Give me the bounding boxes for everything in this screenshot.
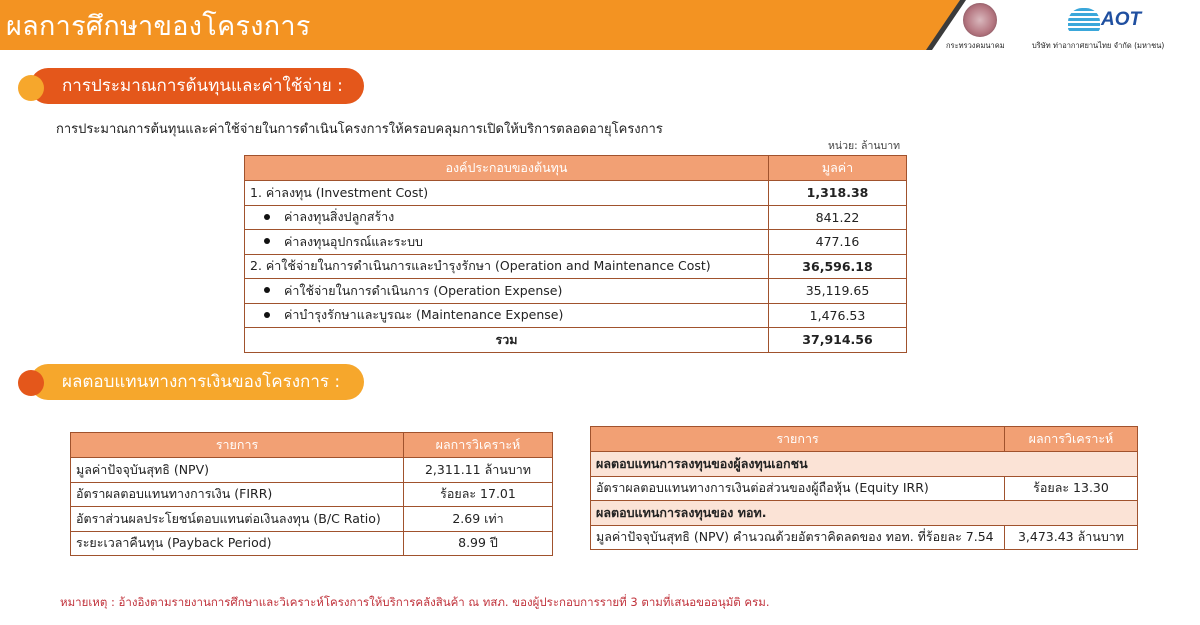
ministry-label: กระทรวงคมนาคม [946,41,1005,50]
row-label-cell [245,279,769,304]
section-heading-returns: ผลตอบแทนทางการเงินของโครงการ : [30,364,364,400]
row-label: อัตราส่วนผลประโยชน์ตอบแทนต่อเงินลงทุน (B/C Ratio) [71,507,404,532]
table-row [245,279,907,304]
row-value: 3,473.43 ล้านบาท [1005,525,1138,550]
table-row [245,254,907,279]
table-row [591,476,1138,501]
table-header-row [245,156,907,181]
row-value: ร้อยละ 17.01 [404,482,553,507]
row-value: 2.69 เท่า [404,507,553,532]
table-row [245,303,907,328]
row-label: 1. ค่าลงทุน (Investment Cost) [245,181,769,206]
financial-results-table [70,432,553,556]
row-label: ค่าลงทุนอุปกรณ์และระบบ [284,233,423,249]
total-label: รวม [245,328,769,353]
page-title: ผลการศึกษาของโครงการ [6,11,311,42]
row-value: ร้อยละ 13.30 [1005,476,1138,501]
table-header-row [71,433,553,458]
row-label: ค่าลงทุนสิ่งปลูกสร้าง [284,209,395,225]
section-intro: การประมาณการต้นทุนและค่าใช้จ่ายในการดำเนินโครงการให้ครอบคลุมการเปิดให้บริการตลอดอายุโครงการ [56,122,663,137]
row-label: อัตราผลตอบแทนทางการเงินต่อส่วนของผู้ถือหุ้น (Equity IRR) [591,476,1005,501]
table-row [71,458,553,483]
footnote: หมายเหตุ : อ้างอิงตามรายงานการศึกษาและวิเคราะห์โครงการให้บริการคลังสินค้า ณ ทสภ. ของผู้ประกอบการรายที่ 3 ตามที่เสนอขออนุมัติ ครม. [60,595,770,609]
table-group-row [591,501,1138,526]
row-value: 1,476.53 [769,303,907,328]
column-header: มูลค่า [769,156,907,181]
aot-label: บริษัท ท่าอากาศยานไทย จำกัด (มหาชน) [1032,41,1165,50]
cost-table [244,155,907,353]
column-header: ผลการวิเคราะห์ [1005,427,1138,452]
section-heading-costs: การประมาณการต้นทุนและค่าใช้จ่าย : [30,68,364,104]
ministry-seal-icon [963,3,997,37]
table-row [245,230,907,255]
total-value: 37,914.56 [769,328,907,353]
aot-logo-text: AOT [1101,9,1142,30]
row-label-cell [245,303,769,328]
row-value: 841.22 [769,205,907,230]
table-header-row [591,427,1138,452]
aot-logo-icon [1068,8,1148,32]
row-label: 2. ค่าใช้จ่ายในการดำเนินการและบำรุงรักษา (Operation and Maintenance Cost) [245,254,769,279]
row-value: 35,119.65 [769,279,907,304]
row-label: มูลค่าปัจจุบันสุทธิ (NPV) คำนวณด้วยอัตราคิดลดของ ทอท. ที่ร้อยละ 7.54 [591,525,1005,550]
investment-returns-table [590,426,1138,550]
table-total-row [245,328,907,353]
table-row [591,525,1138,550]
table-row [71,482,553,507]
bullet-dot-icon [18,75,44,101]
column-header: รายการ [71,433,404,458]
bullet-icon [264,238,270,244]
row-value: 477.16 [769,230,907,255]
unit-label: หน่วย: ล้านบาท [828,140,901,152]
bullet-icon [264,287,270,293]
row-label: มูลค่าปัจจุบันสุทธิ (NPV) [71,458,404,483]
column-header: องค์ประกอบของต้นทุน [245,156,769,181]
row-label-cell [245,205,769,230]
row-label: ระยะเวลาคืนทุน (Payback Period) [71,531,404,556]
group-label: ผลตอบแทนการลงทุนของ ทอท. [591,501,1138,526]
row-value: 8.99 ปี [404,531,553,556]
row-label-cell [245,230,769,255]
row-label: ค่าใช้จ่ายในการดำเนินการ (Operation Expense) [284,282,563,298]
bullet-icon [264,214,270,220]
table-row [71,531,553,556]
row-value: 36,596.18 [769,254,907,279]
column-header: รายการ [591,427,1005,452]
header-banner [0,0,1200,50]
bullet-icon [264,312,270,318]
row-label: ค่าบำรุงรักษาและบูรณะ (Maintenance Expense) [284,307,564,323]
table-row [71,507,553,532]
table-row [245,181,907,206]
bullet-dot-icon [18,370,44,396]
table-group-row [591,452,1138,477]
row-label: อัตราผลตอบแทนทางการเงิน (FIRR) [71,482,404,507]
row-value: 1,318.38 [769,181,907,206]
column-header: ผลการวิเคราะห์ [404,433,553,458]
row-value: 2,311.11 ล้านบาท [404,458,553,483]
aot-logo-stripes [1068,8,1100,32]
table-row [245,205,907,230]
group-label: ผลตอบแทนการลงทุนของผู้ลงทุนเอกชน [591,452,1138,477]
